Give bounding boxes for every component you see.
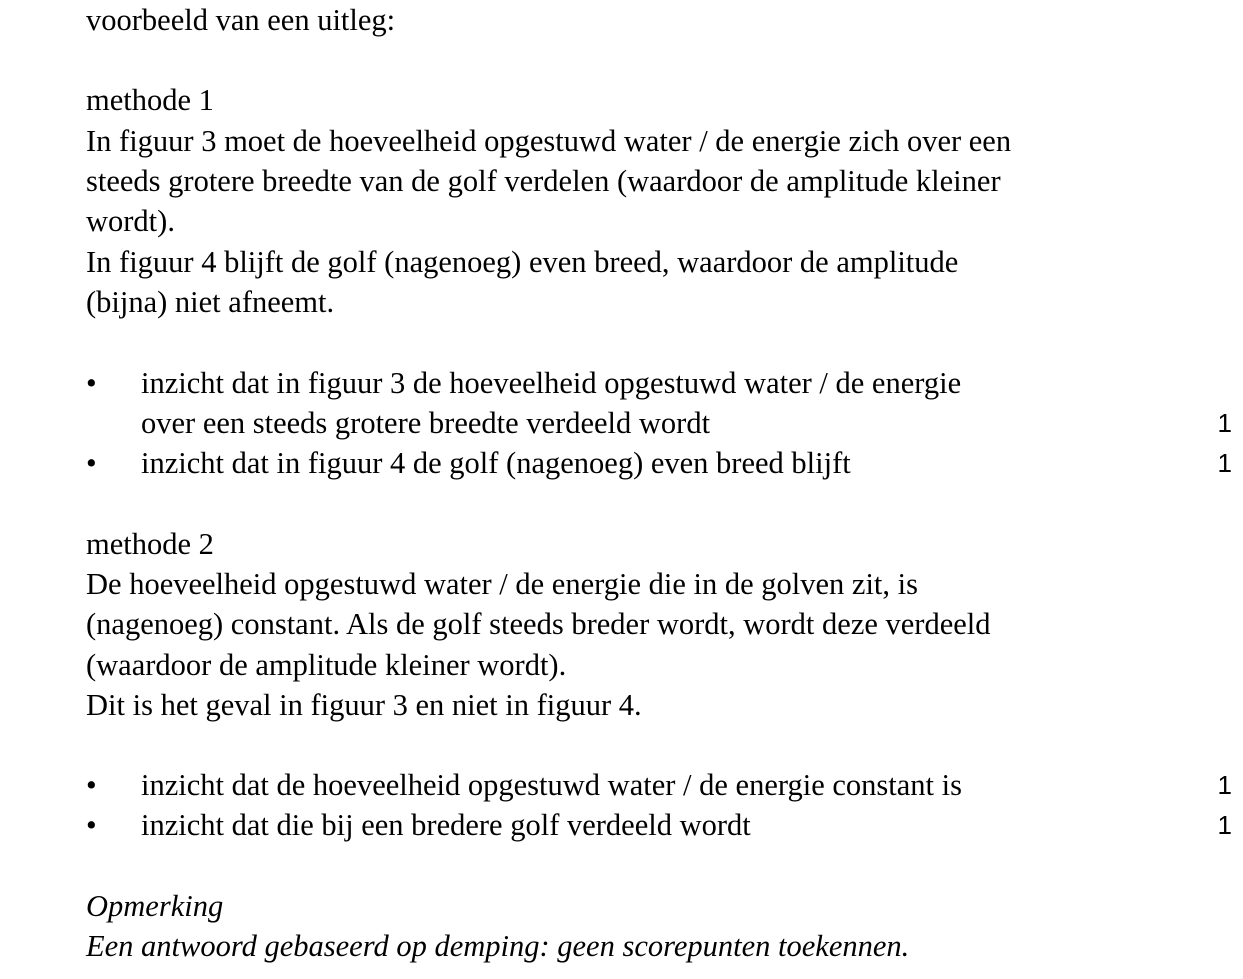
method-1-heading: methode 1	[86, 83, 214, 117]
score-point: 1	[1217, 770, 1232, 800]
bullet-icon: •	[86, 808, 97, 842]
method-2-paragraph-line: (nagenoeg) constant. Als de golf steeds breder wordt, wordt deze verdeeld	[86, 607, 991, 641]
criterion-text: inzicht dat de hoeveelheid opgestuwd water / de energie constant is	[141, 768, 962, 802]
method-1-paragraph-line: steeds grotere breedte van de golf verdelen (waardoor de amplitude kleiner	[86, 164, 1001, 198]
remark-heading: Opmerking	[86, 889, 224, 923]
remark-text: Een antwoord gebaseerd op demping: geen scorepunten toekennen.	[86, 929, 910, 963]
score-point: 1	[1217, 810, 1232, 840]
method-1-paragraph-line: (bijna) niet afneemt.	[86, 285, 335, 319]
bullet-icon: •	[86, 366, 97, 400]
method-2-heading: methode 2	[86, 527, 214, 561]
method-2-paragraph-line: (waardoor de amplitude kleiner wordt).	[86, 648, 567, 682]
method-2-paragraph-line: De hoeveelheid opgestuwd water / de energie die in de golven zit, is	[86, 567, 918, 601]
intro-text: voorbeeld van een uitleg:	[86, 3, 396, 37]
criterion-text: inzicht dat in figuur 3 de hoeveelheid opgestuwd water / de energie	[141, 366, 962, 400]
score-point: 1	[1217, 408, 1232, 438]
criterion-text: over een steeds grotere breedte verdeeld wordt	[141, 406, 711, 440]
score-point: 1	[1217, 448, 1232, 478]
criterion-text: inzicht dat die bij een bredere golf verdeeld wordt	[141, 808, 751, 842]
bullet-icon: •	[86, 768, 97, 802]
criterion-text: inzicht dat in figuur 4 de golf (nagenoeg) even breed blijft	[141, 446, 851, 480]
method-2-paragraph-line: Dit is het geval in figuur 3 en niet in figuur 4.	[86, 688, 642, 722]
method-1-paragraph-line: In figuur 3 moet de hoeveelheid opgestuwd water / de energie zich over een	[86, 124, 1012, 158]
method-1-paragraph-line: In figuur 4 blijft de golf (nagenoeg) even breed, waardoor de amplitude	[86, 245, 959, 279]
bullet-icon: •	[86, 446, 97, 480]
method-1-paragraph-line: wordt).	[86, 204, 175, 238]
